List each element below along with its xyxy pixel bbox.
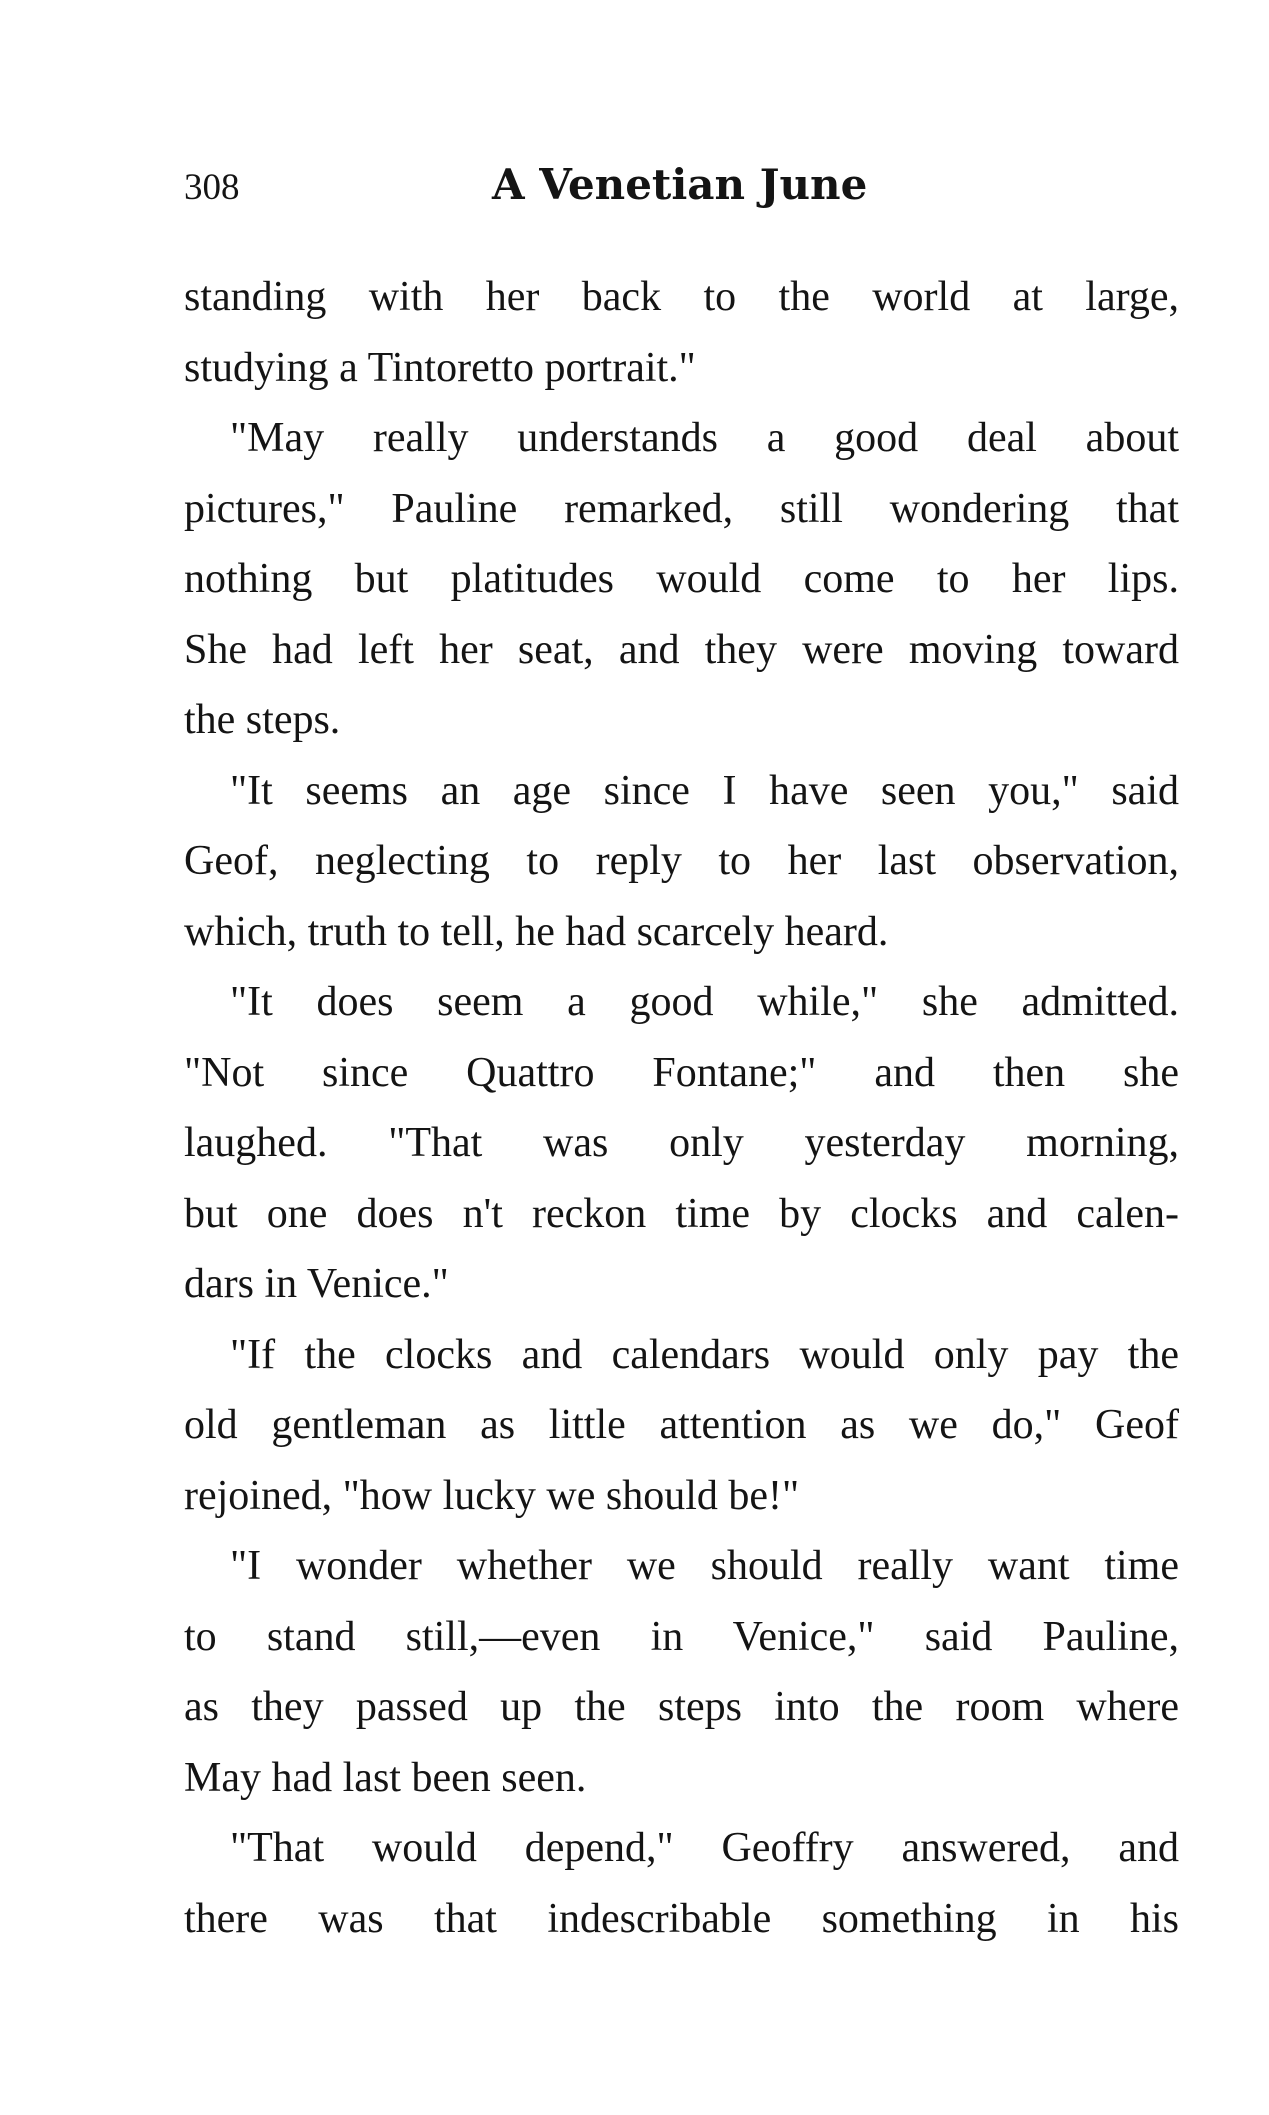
text-line: May had last been seen. (184, 1754, 587, 1801)
text-line: "If the clocks and calendars would only pay the (230, 1331, 1179, 1378)
text-line: which, truth to tell, he had scarcely heard. (184, 908, 889, 955)
running-title: A Venetian June (492, 160, 868, 209)
text-line: studying a Tintoretto portrait." (184, 344, 696, 391)
text-line: "I wonder whether we should really want time (230, 1543, 1179, 1589)
text-line: rejoined, "how lucky we should be!" (184, 1472, 800, 1519)
body-text (184, 262, 1179, 1954)
text-line: laughed. "That was only yesterday morning, (184, 1120, 1179, 1166)
text-line: "That would depend," Geoffry answered, and (230, 1825, 1179, 1871)
text-line: as they passed up the steps into the room where (184, 1684, 1179, 1730)
text-line: nothing but platitudes would come to her lips. (184, 556, 1179, 602)
text-line: standing with her back to the world at large, (184, 274, 1179, 320)
text-line: "Not since Quattro Fontane;" and then she (184, 1049, 1179, 1096)
page-number: 308 (184, 167, 240, 208)
text-line: there was that indescribable something in his (184, 1895, 1179, 1942)
text-line: but one does n't reckon time by clocks and calen- (184, 1190, 1179, 1237)
text-line: dars in Venice." (184, 1261, 449, 1307)
running-header (184, 160, 1179, 220)
text-line: Geof, neglecting to reply to her last observation, (184, 838, 1179, 884)
text-line: pictures," Pauline remarked, still wondering that (184, 485, 1179, 532)
text-line: the steps. (184, 697, 341, 743)
text-line: She had left her seat, and they were moving toward (184, 626, 1179, 673)
text-line: old gentleman as little attention as we do," Geof (184, 1402, 1179, 1448)
text-line: "May really understands a good deal about (230, 415, 1179, 461)
text-line: to stand still,—even in Venice," said Pauline, (184, 1613, 1179, 1660)
text-line: "It seems an age since I have seen you," said (230, 767, 1179, 814)
text-line: "It does seem a good while," she admitted. (230, 979, 1179, 1025)
